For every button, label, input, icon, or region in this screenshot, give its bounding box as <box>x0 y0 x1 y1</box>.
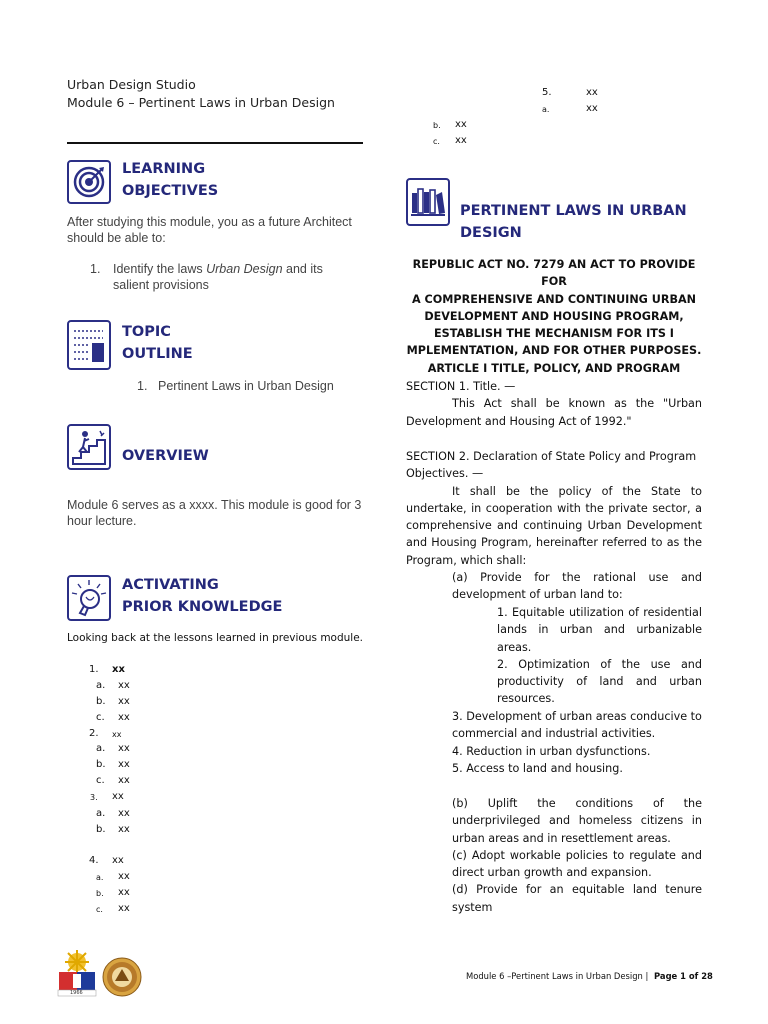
college-seal-logo <box>102 957 142 997</box>
list-item: c. <box>433 137 440 146</box>
section2-clauses-bcd: (b) Uplift the conditions of the underprivileged and homeless citizens in urban areas and in resettlement areas. (c) Adopt workable policies to regulate and direct urban growth and expansion. (d) Provide for an equitable land tenure system <box>452 797 702 914</box>
list-item: c. <box>96 712 105 723</box>
overview-heading: OVERVIEW <box>122 448 209 464</box>
target-icon <box>67 160 111 204</box>
list-item-text: xx <box>112 664 125 675</box>
list-item-text: xx <box>118 903 130 914</box>
list-item-text: xx <box>118 712 130 723</box>
objective-item-number: 1. <box>90 262 101 276</box>
list-item-text: xx <box>455 119 467 130</box>
learning-objectives-heading: LEARNING OBJECTIVES <box>122 161 219 199</box>
objective-item-text: Identify the laws Urban Design and its salient provisions <box>113 262 323 292</box>
list-item: 2. <box>89 728 99 739</box>
logo-year: 1966 <box>70 990 83 996</box>
list-item: a. <box>96 808 106 819</box>
activating-heading: ACTIVATING PRIOR KNOWLEDGE <box>122 577 283 615</box>
outline-item-number: 1. <box>137 379 148 393</box>
list-item: c. <box>96 905 103 914</box>
list-item: a. <box>542 105 550 114</box>
section2-subitems: 1. Equitable utilization of residential lands in urban and urbanizable areas. 2. Optimization of the use and productivity of land and urban resources. <box>497 606 702 706</box>
objectives-intro: After studying this module, you as a future Architect should be able to: <box>67 215 352 245</box>
list-item-text: xx <box>118 871 130 882</box>
list-item-text: xx <box>118 680 130 691</box>
topic-outline-heading: TOPIC OUTLINE <box>122 324 193 362</box>
stairs-climber-icon <box>67 424 111 470</box>
module-title: Module 6 – Pertinent Laws in Urban Design <box>67 95 335 110</box>
list-item-text: xx <box>118 696 130 707</box>
list-item-text: xx <box>118 824 130 835</box>
list-item: a. <box>96 743 106 754</box>
list-item-text: xx <box>112 730 122 739</box>
list-item: a. <box>96 680 106 691</box>
list-item-text: xx <box>118 759 130 770</box>
list-item-text: xx <box>112 855 124 866</box>
list-item: b. <box>433 121 441 130</box>
list-item: 4. <box>89 855 99 866</box>
list-item-text: xx <box>112 791 124 802</box>
activating-intro: Looking back at the lessons learned in previous module. <box>67 632 364 644</box>
section2-clause-a: (a) Provide for the rational use and development of urban land to: <box>452 571 702 602</box>
list-item-text: xx <box>118 743 130 754</box>
list-item: a. <box>96 873 104 882</box>
list-item-text: xx <box>586 87 598 98</box>
list-item: 3. <box>90 793 98 802</box>
course-title: Urban Design Studio <box>67 77 196 92</box>
list-item: 5. <box>542 87 552 98</box>
footer-module-text: Module 6 –Pertinent Laws in Urban Design | <box>466 971 649 981</box>
section2: SECTION 2. Declaration of State Policy and Program Objectives. — It shall be the policy of the State to undertake, in cooperation with the private sector, a comprehensive and continuing Urban Development and Housing Program, hereinafter referred to as the Program, which shall: <box>406 450 702 567</box>
list-item: b. <box>96 824 106 835</box>
list-item-text: xx <box>586 103 598 114</box>
footer <box>466 971 713 981</box>
section2-subitems-continued: 3. Development of urban areas conducive to commercial and industrial activities. 4. Reduction in urban dysfunctions. 5. Access to land and housing. <box>452 710 702 775</box>
list-item-text: xx <box>118 808 130 819</box>
list-item: 1. <box>89 664 99 675</box>
list-item-text: xx <box>118 887 130 898</box>
list-item-text: xx <box>455 135 467 146</box>
list-item: c. <box>96 775 105 786</box>
university-seal-logo <box>54 950 100 998</box>
section1: SECTION 1. Title. — This Act shall be known as the "Urban Development and Housing Act of 1992." <box>406 380 702 428</box>
overview-text: Module 6 serves as a xxxx. This module is good for 3 hour lecture. <box>67 498 362 528</box>
list-item: b. <box>96 759 106 770</box>
page-number: Page 1 of 28 <box>654 971 713 981</box>
list-item-text: xx <box>118 775 130 786</box>
pertinent-laws-heading: PERTINENT LAWS IN URBAN DESIGN <box>460 203 687 241</box>
list-item: b. <box>96 889 104 898</box>
act-title: REPUBLIC ACT NO. 7279 AN ACT TO PROVIDE FOR A COMPREHENSIVE AND CONTINUING URBAN DEVELOPMENT AND HOUSING PROGRAM, ESTABLISH THE MECHANISM FOR ITS I MPLEMENTATION, AND FOR OTHER PURPOSES. <box>406 258 702 358</box>
header-divider <box>67 142 363 144</box>
outline-item-text: Pertinent Laws in Urban Design <box>158 379 334 393</box>
article-title: ARTICLE I TITLE, POLICY, AND PROGRAM <box>427 362 681 375</box>
list-item: b. <box>96 696 106 707</box>
books-icon <box>406 178 450 226</box>
outline-document-icon <box>67 320 111 370</box>
lightbulb-icon <box>67 575 111 621</box>
